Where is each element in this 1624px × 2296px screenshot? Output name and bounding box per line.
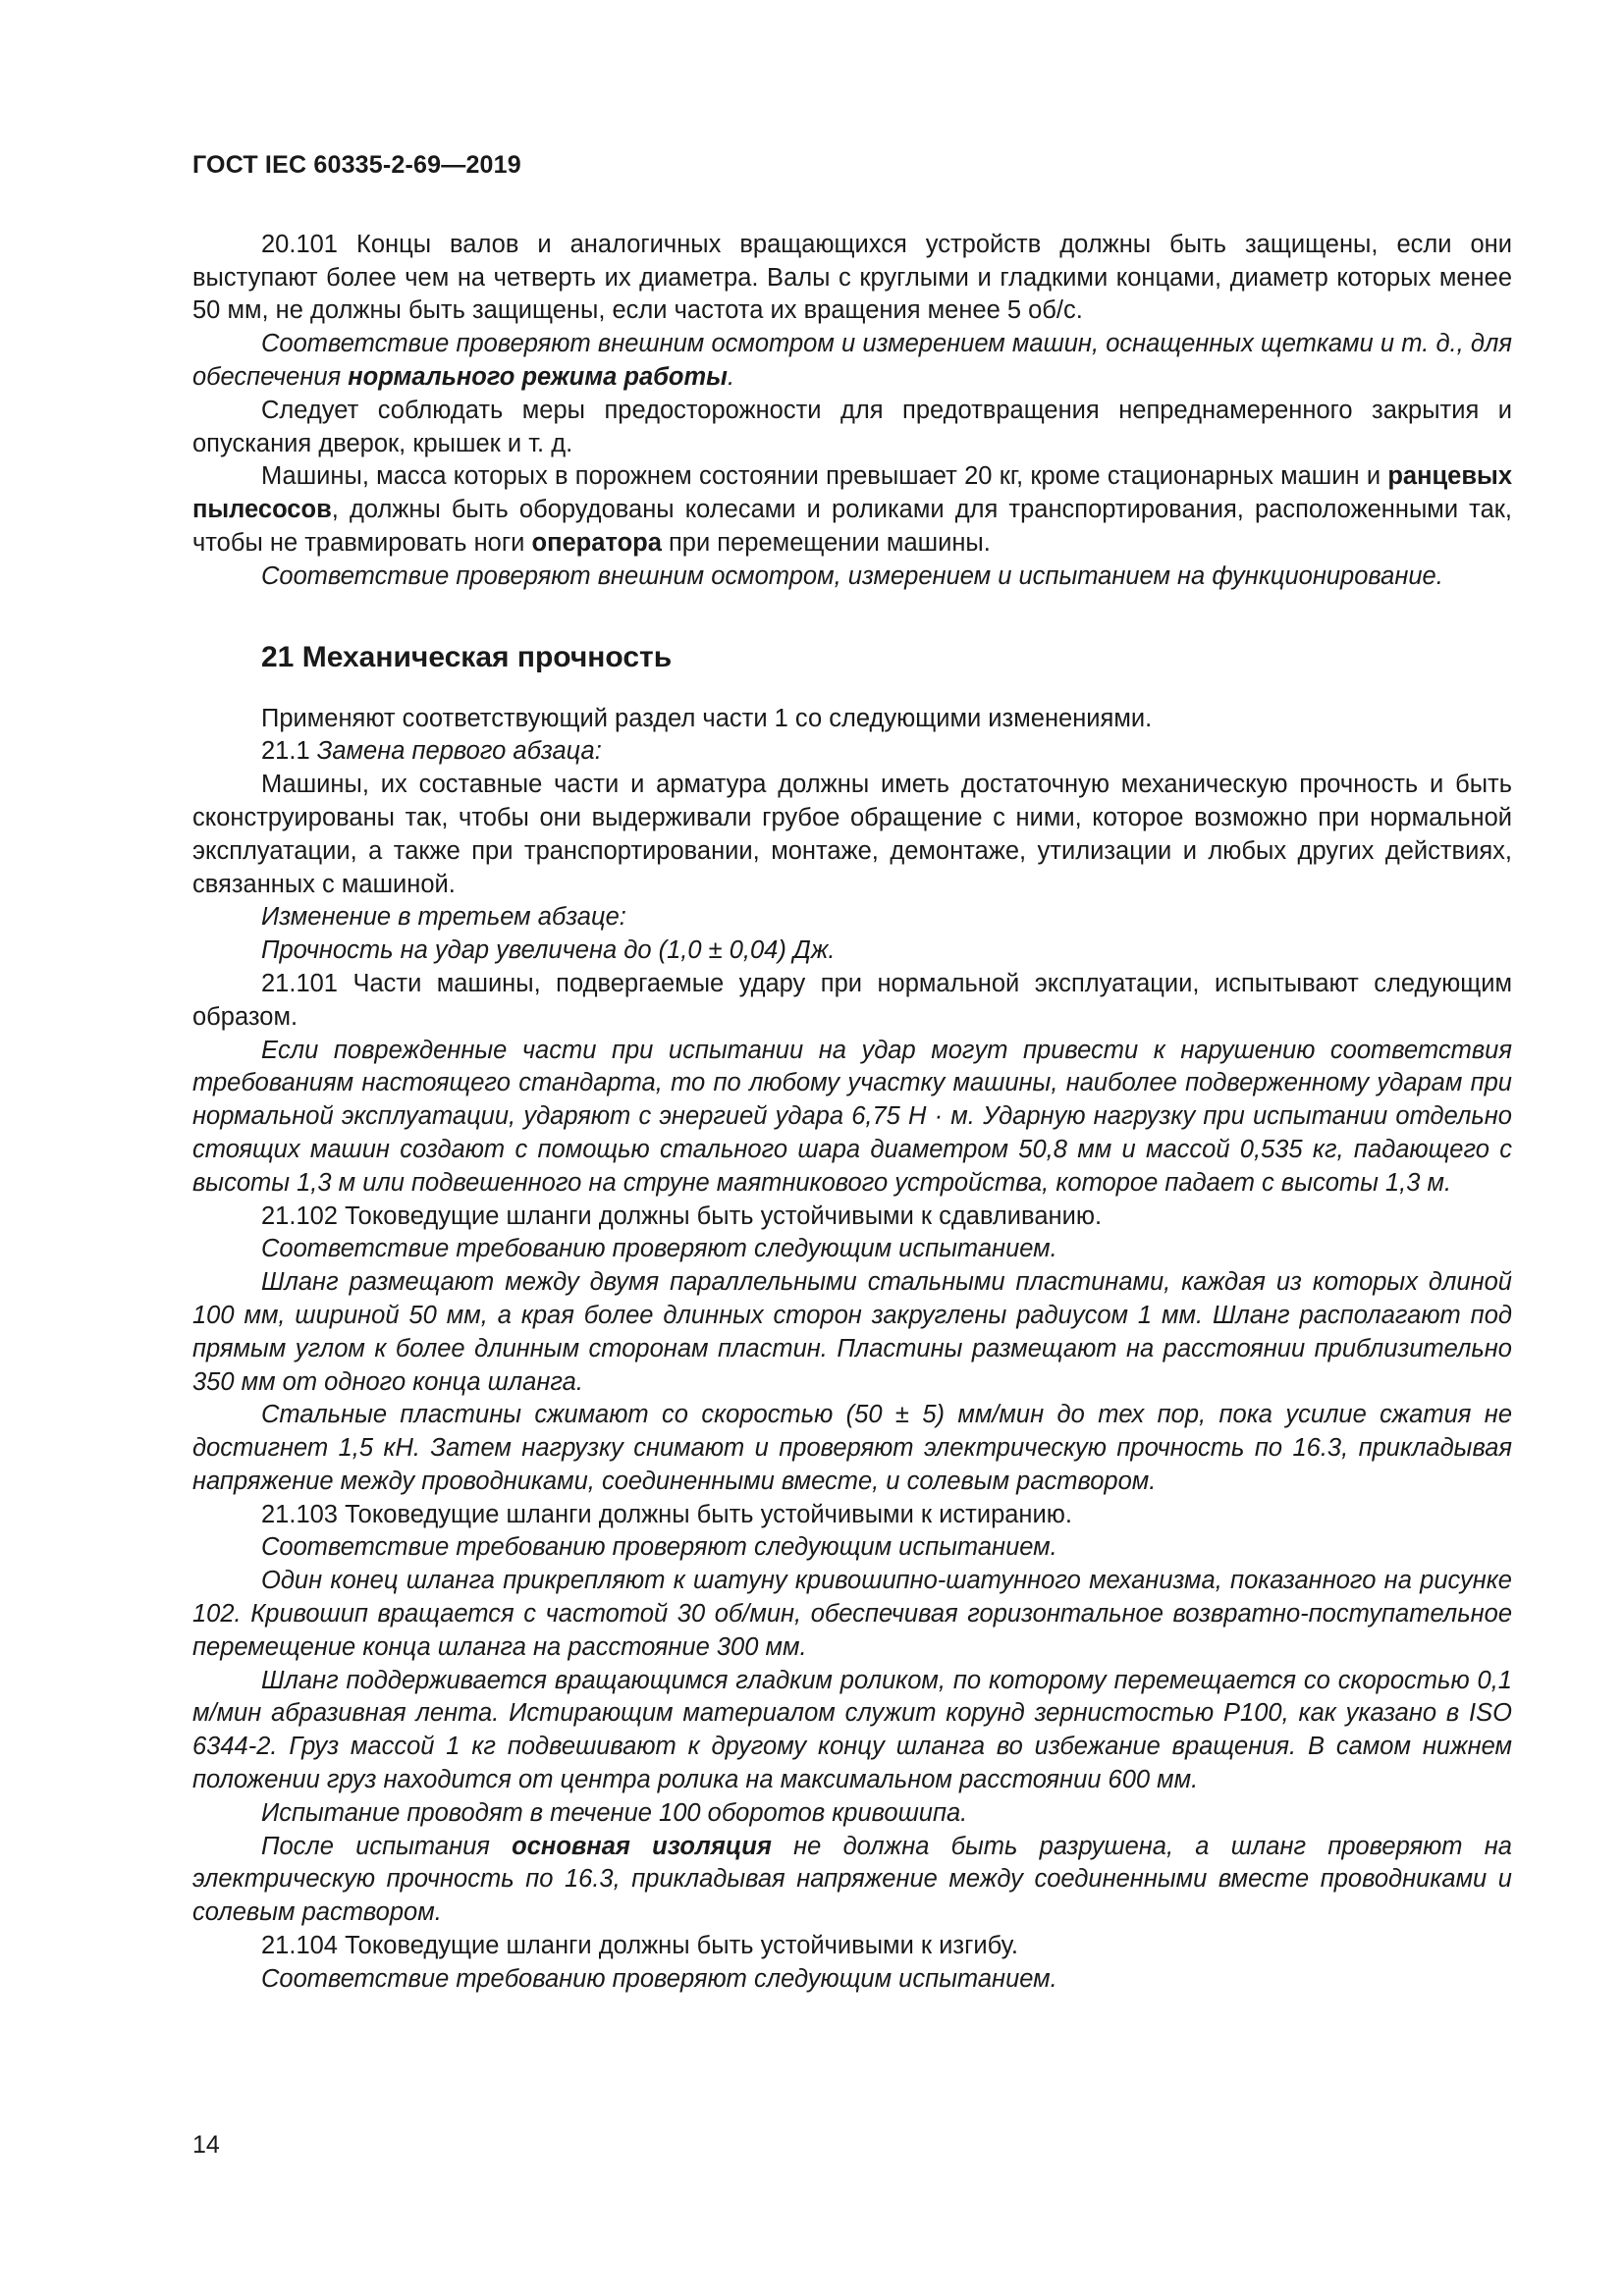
defined-term: нормального режима работы xyxy=(348,362,728,391)
paragraph-precautions: Следует соблюдать меры предосторожности для предотвращения непреднамеренного закрытия и опускания дверок, крышек и т. д. xyxy=(192,396,1512,457)
text: , должны быть оборудованы колесами и роликами для транспортирования, расположенными так, чтобы не травмировать ноги xyxy=(192,496,1512,557)
paragraph-after-test xyxy=(192,1831,1512,1930)
paragraph-21-101: 21.101 Части машины, подвергаемые удару при нормальной эксплуатации, испытывают следующим образом. xyxy=(192,969,1512,1031)
clause-note: Замена первого абзаца: xyxy=(316,737,602,766)
paragraph-21-102: 21.102 Токоведущие шланги должны быть устойчивыми к сдавливанию. xyxy=(261,1201,1103,1230)
paragraph-21-104: 21.104 Токоведущие шланги должны быть устойчивыми к изгибу. xyxy=(261,1932,1018,1960)
defined-term: ранцевых пылесосов xyxy=(192,462,1512,524)
paragraph-machine-mass xyxy=(192,460,1512,560)
document-header: ГОСТ IEC 60335-2-69—2019 xyxy=(192,151,521,179)
document-page xyxy=(192,149,1512,1997)
clause-number: 21.1 xyxy=(261,737,317,766)
paragraph-applies: Применяют соответствующий раздел части 1 со следующими изменениями. xyxy=(261,704,1153,732)
paragraph-21-103: 21.103 Токоведущие шланги должны быть устойчивыми к истиранию. xyxy=(261,1500,1072,1528)
text: Соответствие проверяют внешним осмотром и измерением машин, оснащенных щетками и т. д., для обеспечения xyxy=(192,330,1512,391)
paragraph-revolutions: Испытание проводят в течение 100 оборотов кривошипа. xyxy=(261,1798,968,1827)
page-number: 14 xyxy=(192,2131,220,2159)
defined-term: оператора xyxy=(531,528,662,557)
defined-term: основная изоляция xyxy=(512,1832,772,1860)
paragraph-roller: Шланг поддерживается вращающимся гладким роликом, по которому перемещается со скоростью 0,1 м/мин абразивная лента. Истирающим материалом служит корунд зернистостью Р100, как указано в ISO 6344-2. Груз массой 1 кг подвешивают к другому концу шланга во избежание вращения. В самом нижнем положении груз находится от центра ролика на максимальном расстоянии 600 мм. xyxy=(192,1666,1512,1794)
paragraph-compliance-function: Соответствие проверяют внешним осмотром, измерением и испытанием на функционирование. xyxy=(261,561,1443,590)
paragraph-change-third: Изменение в третьем абзаце: xyxy=(261,903,626,932)
paragraph-impact-energy: Прочность на удар увеличена до (1,0 ± 0,04) Дж. xyxy=(261,936,836,965)
text: не должна быть разрушена, а шланг проверяют на электрическую прочность по 16.3, прикладывая напряжение между соединенными вместе проводниками и солевым раствором. xyxy=(192,1832,1512,1927)
paragraph-impact-test: Если поврежденные части при испытании на удар могут привести к нарушению соответствия требованиям настоящего стандарта, то по любому участку машины, наиболее подверженному ударам при нормальной эксплуатации, ударяют с энергией удара 6,75 Н · м. Ударную нагрузку при испытании отдельно стоящих машин создают с помощью стального шара диаметром 50,8 мм и массой 0,535 кг, падающего с высоты 1,3 м или подвешенного на струне маятникового устройства, которое падает с высоты 1,3 м. xyxy=(192,1036,1512,1197)
text: . xyxy=(727,362,735,391)
text: Машины, масса которых в порожнем состоянии превышает 20 кг, кроме стационарных машин и xyxy=(261,462,1388,491)
paragraph-crank: Один конец шланга прикрепляют к шатуну кривошипно-шатунного механизма, показанного на рисунке 102. Кривошип вращается с частотой 30 об/мин, обеспечивая горизонтальное возвратно-поступательное перемещение конца шланга на расстояние 300 мм. xyxy=(192,1567,1512,1661)
paragraph-compression: Стальные пластины сжимают со скоростью (50 ± 5) мм/мин до тех пор, пока усилие сжатия не достигнет 1,5 кН. Затем нагрузку снимают и проверяют электрическую прочность по 16.3, прикладывая напряжение между проводниками, соединенными вместе, и солевым раствором. xyxy=(192,1401,1512,1495)
paragraph-mechanical-strength: Машины, их составные части и арматура должны иметь достаточную механическую прочность и быть сконструированы так, чтобы они выдерживали грубое обращение с ними, которое возможно при нормальной эксплуатации, а также при транспортировании, монтаже, демонтаже, утилизации и любых других действиях, связанных с машиной. xyxy=(192,771,1512,898)
paragraph-21-1 xyxy=(192,735,1512,769)
section-heading-21: 21 Механическая прочность xyxy=(261,640,673,673)
text: После испытания xyxy=(261,1832,513,1860)
paragraph-compliance-inspection xyxy=(192,328,1512,395)
text: при перемещении машины. xyxy=(661,528,991,557)
paragraph-compliance-test: Соответствие требованию проверяют следующим испытанием. xyxy=(261,1235,1057,1263)
paragraph-compliance-test: Соответствие требованию проверяют следующим испытанием. xyxy=(261,1533,1057,1562)
paragraph-20-101: 20.101 Концы валов и аналогичных вращающихся устройств должны быть защищены, если они выступают более чем на четверть их диаметра. Валы с круглыми и гладкими концами, диаметр которых менее 50 мм, не должны быть защищены, если частота их вращения менее 5 об/с. xyxy=(192,230,1512,325)
paragraph-plates: Шланг размещают между двумя параллельными стальными пластинами, каждая из которых длиной 100 мм, шириной 50 мм, а края более длинных сторон закруглены радиусом 1 мм. Шланг располагают под прямым углом к более длинным сторонам пластин. Пластины размещают на расстоянии приблизительно 350 мм от одного конца шланга. xyxy=(192,1268,1512,1396)
paragraph-compliance-test: Соответствие требованию проверяют следующим испытанием. xyxy=(261,1964,1057,1993)
